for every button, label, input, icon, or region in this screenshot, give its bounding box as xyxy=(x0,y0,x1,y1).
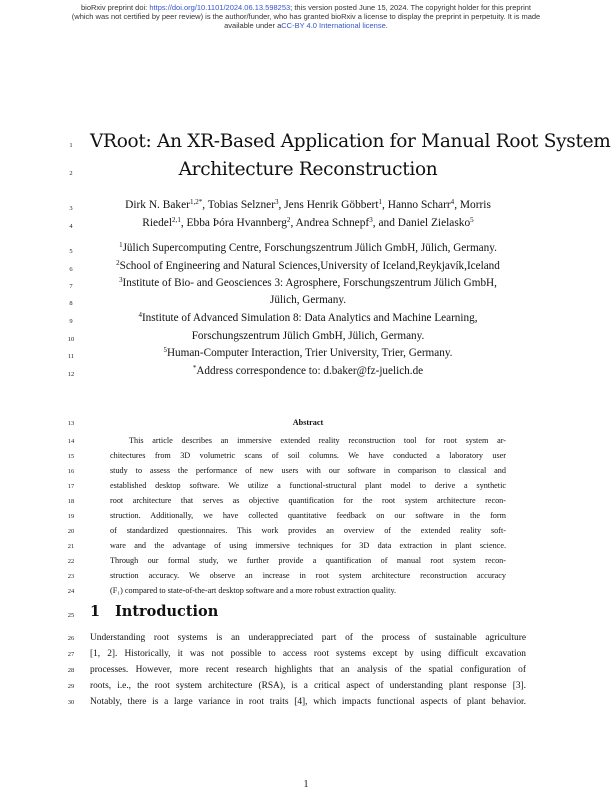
banner-text: (which was not certified by peer review) is the author/funder, who has granted bioRxiv a license to display the preprint in perpetuity. It is made xyxy=(71,12,541,22)
affiliation-4: $^4$Institute of Advanced Simulation 8: Data Analytics and Machine Learning, xyxy=(138,311,478,324)
line-number: 18 xyxy=(67,498,75,505)
abstract-heading: Abstract xyxy=(292,418,324,427)
affiliation-5: $^5$Human-Computer Interaction, Trier University, Trier, Germany. xyxy=(163,346,453,359)
line-number: 6 xyxy=(69,266,73,273)
line-number: 27 xyxy=(67,651,75,658)
line-number: 26 xyxy=(67,635,75,642)
abstract-line: (F₁) compared to state-of-the-art desktop software and a more robust extraction quality. xyxy=(110,586,397,595)
abstract-line: chitectures from 3D volumetric scans of soil columns. We have conducted a laboratory user xyxy=(110,451,506,460)
line-number: 24 xyxy=(67,588,75,595)
abstract-line: struction accuracy. We observe an increase in root system architecture reconstruction accuracy xyxy=(110,571,506,580)
line-number: 2 xyxy=(69,170,73,177)
line-number: 20 xyxy=(67,528,75,535)
line-number: 14 xyxy=(67,438,75,445)
banner-text: bioRxiv preprint doi: xyxy=(80,3,150,12)
affiliation-3: $^3$Institute of Bio- and Geosciences 3: Agrosphere, Forschungszentrum Jülich GmbH, xyxy=(119,276,497,289)
banner-text: available under a xyxy=(224,21,282,31)
banner-text: . xyxy=(385,21,388,31)
line-number: 1 xyxy=(69,142,73,149)
line-number: 21 xyxy=(67,543,75,550)
banner-text: ; this version posted June 15, 2024. The copyright holder for this preprint xyxy=(290,3,532,12)
affiliation-1: $^1$Jülich Supercomputing Centre, Forschungszentrum Jülich GmbH, Jülich, Germany. xyxy=(119,241,497,254)
line-number: 16 xyxy=(67,468,75,475)
line-number: 15 xyxy=(67,453,75,460)
line-number: 25 xyxy=(67,612,75,619)
paper-title-line-2: Architecture Reconstruction xyxy=(178,159,438,180)
abstract-line: struction. Additionally, we have collected quantitative feedback on our software in the form xyxy=(110,511,506,520)
body-line: Understanding root systems is an underappreciated part of the process of sustainable agriculture xyxy=(90,633,526,643)
section-title: Introduction xyxy=(115,603,219,620)
line-number: 13 xyxy=(67,420,75,427)
abstract-line: study to assess the performance of new users with our software in comparison to classical and xyxy=(110,466,506,475)
abstract-line: root architecture that serves as objective quantification for the root system architecture recon- xyxy=(110,496,506,505)
affiliation-4-cont: Forschungszentrum Jülich GmbH, Jülich, Germany. xyxy=(191,330,425,342)
affiliation-2: $^2$School of Engineering and Natural Sciences,University of Iceland,Reykjavík,Iceland xyxy=(116,259,500,272)
line-number: 10 xyxy=(67,336,75,343)
paper-title-line-1: VRoot: An XR-Based Application for Manual Root System xyxy=(90,131,611,152)
affiliation-3-cont: Jülich, Germany. xyxy=(269,294,346,306)
section-number: 1 xyxy=(90,603,101,620)
line-number: 4 xyxy=(69,223,73,230)
line-number: 19 xyxy=(67,513,75,520)
abstract-line: established desktop software. We utilize a functional-structural plant model to derive a synthetic xyxy=(110,481,506,490)
body-line: roots, i.e., the root system architecture (RSA), is a critical aspect of understanding plant response [3]. xyxy=(90,681,526,691)
line-number: 3 xyxy=(69,205,73,212)
body-line: [1, 2]. Historically, it was not possible to access root systems except by using difficult excavation xyxy=(90,649,526,659)
line-number: 12 xyxy=(67,371,75,378)
line-number: 30 xyxy=(67,699,75,706)
body-line: Notably, there is a large variance in root traits [4], which impacts functional aspects of plant behavior. xyxy=(90,697,526,707)
line-number: 28 xyxy=(67,667,75,674)
author-line-2: Riedel$^{2,1}$, Ebba Þóra Hvannberg$^2$, Andrea Schnepf$^3$, and Daniel Zielasko$^5$ xyxy=(142,216,474,229)
line-number: 8 xyxy=(69,300,73,307)
line-number: 29 xyxy=(67,683,75,690)
line-number: 22 xyxy=(67,558,75,565)
line-number: 11 xyxy=(67,353,75,360)
author-line-1: Dirk N. Baker$^{1,2*}$, Tobias Selzner$^3$, Jens Henrik Göbbert$^1$, Hanno Scharr$^4$, Morris xyxy=(125,198,491,211)
abstract-line: ware and the advantage of using immersive techniques for 3D data extraction in plant science. xyxy=(110,541,506,550)
license-link[interactable]: CC-BY 4.0 International license xyxy=(281,21,386,31)
doi-link[interactable]: https://doi.org/10.1101/2024.06.13.598253 xyxy=(149,3,291,12)
line-number: 5 xyxy=(69,248,73,255)
line-number: 23 xyxy=(67,573,75,580)
body-line: processes. However, more recent research highlights that an analysis of the spatial configuration of xyxy=(90,665,526,675)
line-number: 9 xyxy=(69,318,73,325)
abstract-line: of standardized questionnaires. This work provides an overview of the extended reality soft- xyxy=(110,526,506,535)
page-number: 1 xyxy=(303,779,309,790)
preprint-banner xyxy=(0,3,612,31)
abstract-line: Through our formal study, we further provide a quantification of manual root system recon- xyxy=(110,556,506,565)
line-number: 7 xyxy=(69,283,73,290)
line-number: 17 xyxy=(67,483,75,490)
correspondence: *Address correspondence to: d.baker@fz-juelich.de xyxy=(192,364,424,377)
abstract-line: This article describes an immersive extended reality reconstruction tool for root system ar- xyxy=(129,436,506,445)
